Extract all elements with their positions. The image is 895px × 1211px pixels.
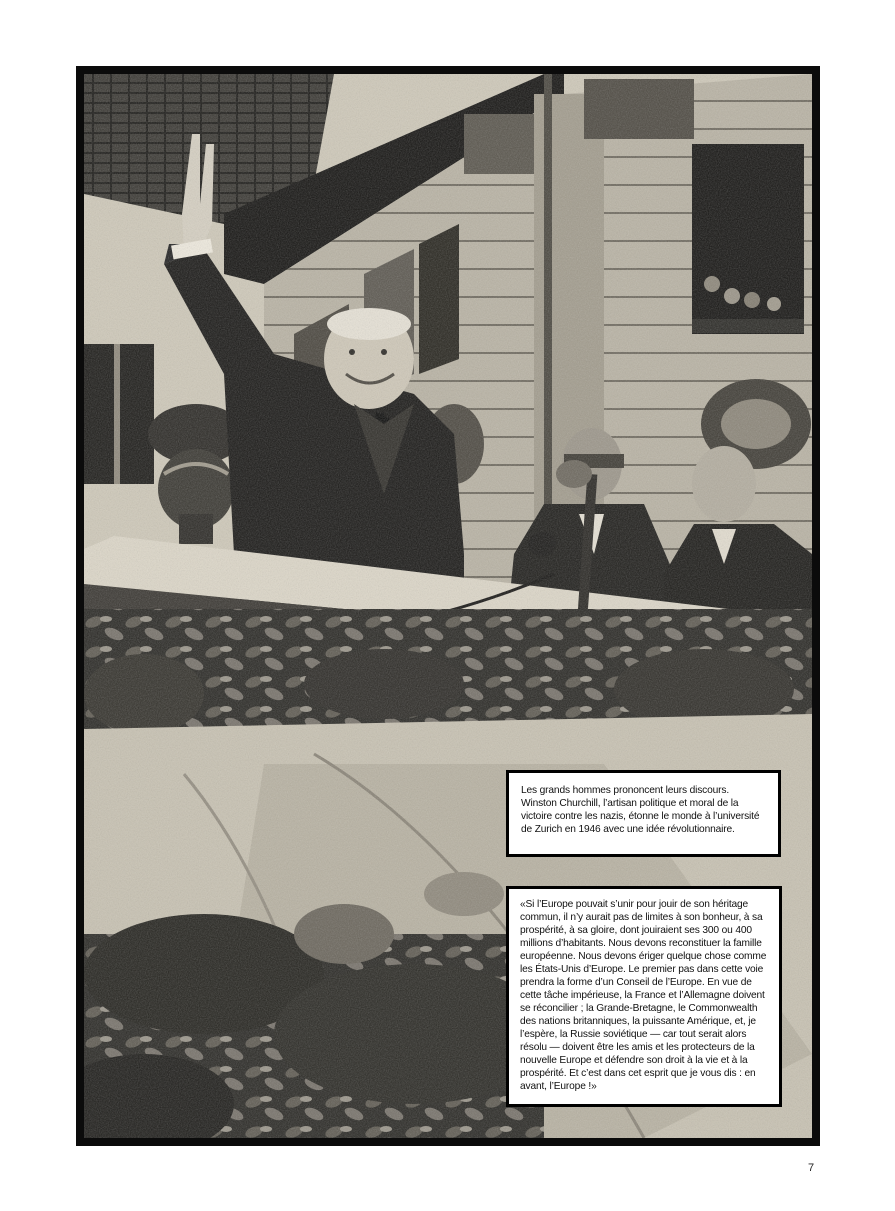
speech-quote-box [506, 886, 782, 1107]
narration-caption [506, 770, 781, 857]
narration-caption-text: Les grands hommes prononcent leurs discours. Winston Churchill, l’artisan politique et moral de la victoire contre les nazis, étonne le monde à l’université de Zurich en 1946 avec une idée révolutionnaire. [521, 785, 760, 835]
page-number: 7 [808, 1162, 815, 1174]
speech-quote-text: «Si l’Europe pouvait s’unir pour jouir de son héritage commun, il n’y aurait pas de limites à son bonheur, à sa prospérité, à sa gloire, dont jouiraient ses 300 ou 400 millions d’habitants. Nous devons reconstituer la famille européenne. Nous devons ériger quelque chose comme les États-Unis d’Europe. Le premier pas dans cette voie prendra la forme d’un Conseil de l’Europe. En vue de cette tâche impérieuse, la France et l’Allemagne doivent se réconcilier ; la Grande-Bretagne, le Commonwealth des nations britanniques, la puissante Amérique, et, je l’espère, la Russie soviétique — car tout serait alors résolu — doivent être les amis et les protecteurs de la nouvelle Europe et défendre son droit à la vie et à la prospérité. Et c’est dans cet esprit que je vous dis : en avant, l’Europe !» [520, 899, 767, 1092]
comic-panel [76, 66, 820, 1146]
